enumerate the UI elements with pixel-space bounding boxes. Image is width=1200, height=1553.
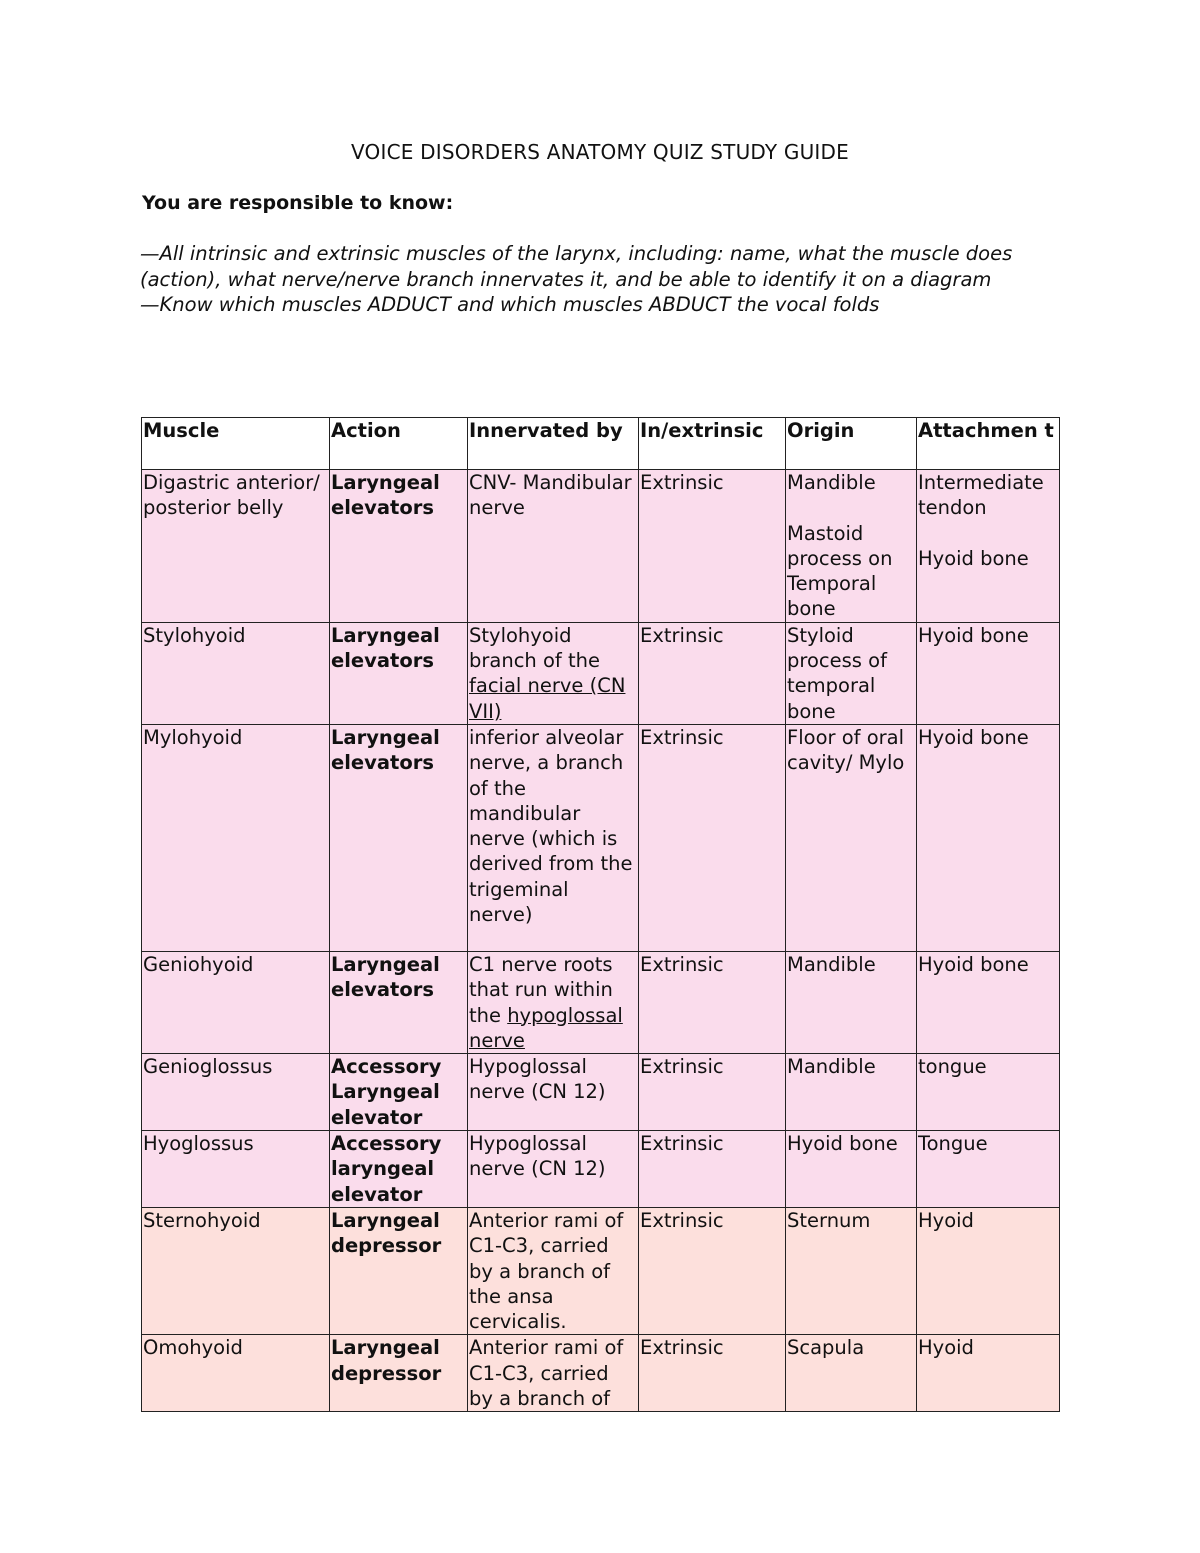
- cell-origin: Mandible: [786, 1054, 917, 1131]
- cell-attachment: Hyoid bone: [917, 951, 1060, 1053]
- facial-nerve-link[interactable]: facial nerve (CN VII): [469, 674, 626, 723]
- cell-origin: Styloid process of temporal bone: [786, 622, 917, 724]
- table-row: [142, 724, 1060, 951]
- cell-innervated: Anterior rami of C1-C3, carried by a branch of the ansa cervicalis.: [468, 1207, 639, 1334]
- muscle-table: [141, 417, 1060, 1412]
- cell-action: Laryngeal depressor: [330, 1335, 468, 1412]
- cell-inextrinsic: Extrinsic: [639, 724, 786, 951]
- cell-action: Laryngeal elevators: [330, 470, 468, 623]
- cell-attachment: Hyoid bone: [917, 622, 1060, 724]
- cell-muscle: Omohyoid: [142, 1335, 330, 1412]
- header-in-extrinsic: In/extrinsic: [639, 418, 786, 470]
- cell-innervated: Hypoglossal nerve (CN 12): [468, 1131, 639, 1208]
- header-muscle: Muscle: [142, 418, 330, 470]
- header-action: Action: [330, 418, 468, 470]
- cell-inextrinsic: Extrinsic: [639, 1207, 786, 1334]
- table-row: [142, 1054, 1060, 1131]
- header-innervated-by: Innervated by: [468, 418, 639, 470]
- cell-muscle: Digastric anterior/ posterior belly: [142, 470, 330, 623]
- cell-origin: Sternum: [786, 1207, 917, 1334]
- cell-origin: Scapula: [786, 1335, 917, 1412]
- cell-muscle: Hyoglossus: [142, 1131, 330, 1208]
- table-row: [142, 1207, 1060, 1334]
- cell-inextrinsic: Extrinsic: [639, 1335, 786, 1412]
- cell-inextrinsic: Extrinsic: [639, 470, 786, 623]
- hypoglossal-nerve-link[interactable]: hypoglossal nerve: [469, 1003, 623, 1052]
- table-row: [142, 1131, 1060, 1208]
- cell-attachment: Intermediate tendon Hyoid bone: [917, 470, 1060, 623]
- table-row: [142, 622, 1060, 724]
- cell-attachment: Hyoid bone: [917, 724, 1060, 951]
- cell-action: Laryngeal elevators: [330, 724, 468, 951]
- cell-origin: Mandible: [786, 951, 917, 1053]
- cell-origin: Mandible Mastoid process on Temporal bone: [786, 470, 917, 623]
- cell-action: Accessory laryngeal elevator: [330, 1131, 468, 1208]
- cell-muscle: Sternohyoid: [142, 1207, 330, 1334]
- cell-inextrinsic: Extrinsic: [639, 622, 786, 724]
- innervated-text: C1 nerve roots that run within the: [469, 952, 613, 1027]
- header-origin: Origin: [786, 418, 917, 470]
- cell-innervated: Anterior rami of C1-C3, carried by a branch of: [468, 1335, 639, 1412]
- cell-attachment: tongue: [917, 1054, 1060, 1131]
- table-row: [142, 1335, 1060, 1412]
- instruction-adduct-abduct: —Know which muscles ADDUCT and which muscles ABDUCT the vocal folds: [140, 293, 880, 316]
- cell-inextrinsic: Extrinsic: [639, 951, 786, 1053]
- cell-attachment: Hyoid: [917, 1207, 1060, 1334]
- cell-inextrinsic: Extrinsic: [639, 1054, 786, 1131]
- cell-action: Laryngeal elevators: [330, 622, 468, 724]
- cell-innervated: [468, 622, 639, 724]
- cell-attachment: Hyoid: [917, 1335, 1060, 1412]
- instructions-block: [140, 241, 1060, 318]
- cell-muscle: Genioglossus: [142, 1054, 330, 1131]
- cell-innervated: [468, 951, 639, 1053]
- cell-innervated: Hypoglossal nerve (CN 12): [468, 1054, 639, 1131]
- cell-innervated: CNV- Mandibular nerve: [468, 470, 639, 623]
- cell-origin: Hyoid bone: [786, 1131, 917, 1208]
- cell-innervated: inferior alveolar nerve, a branch of the mandibular nerve (which is derived from the trigeminal nerve): [468, 724, 639, 951]
- cell-muscle: Mylohyoid: [142, 724, 330, 951]
- innervated-text: Stylohyoid branch of the: [469, 623, 600, 673]
- page-title: VOICE DISORDERS ANATOMY QUIZ STUDY GUIDE: [351, 140, 849, 164]
- cell-action: Accessory Laryngeal elevator: [330, 1054, 468, 1131]
- cell-action: Laryngeal depressor: [330, 1207, 468, 1334]
- instruction-muscles: —All intrinsic and extrinsic muscles of the larynx, including: name, what the muscle does (action), what nerve/nerve branch innervates it, and be able to identify it on a diagram: [140, 242, 1013, 291]
- table-header-row: [142, 418, 1060, 470]
- cell-action: Laryngeal elevators: [330, 951, 468, 1053]
- cell-muscle: Stylohyoid: [142, 622, 330, 724]
- table-row: [142, 470, 1060, 623]
- cell-inextrinsic: Extrinsic: [639, 1131, 786, 1208]
- cell-muscle: Geniohyoid: [142, 951, 330, 1053]
- table-row: [142, 951, 1060, 1053]
- responsible-heading: You are responsible to know:: [142, 192, 454, 214]
- cell-attachment: Tongue: [917, 1131, 1060, 1208]
- header-attachment: Attachmen t: [917, 418, 1060, 470]
- cell-origin: Floor of oral cavity/ Mylo: [786, 724, 917, 951]
